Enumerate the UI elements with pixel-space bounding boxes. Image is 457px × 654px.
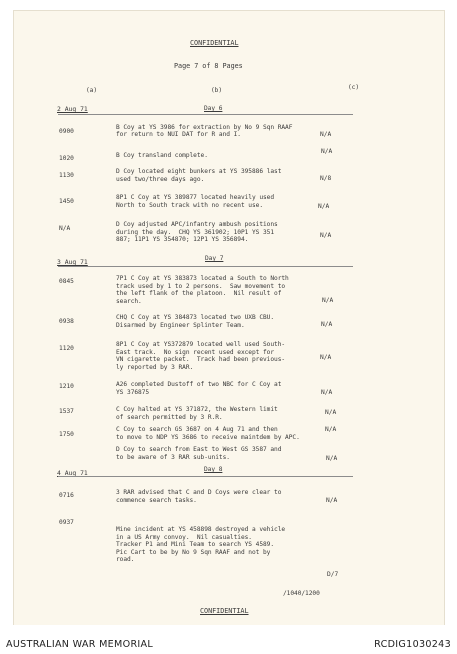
entry-9-line-1: A26 completed Dustoff of two NBC for C Coy at: [116, 381, 282, 388]
entry-1-line-1: B Coy at YS 3986 for extraction by No 9 Sqn RAAF: [116, 124, 293, 131]
entry-6-ref: N/A: [322, 297, 334, 304]
entry-7-line-1: CHQ C Coy at YS 384873 located two UXB CBU.: [116, 314, 275, 321]
entry-3-line-1: D Coy located eight bunkers at YS 395886 last: [116, 168, 282, 175]
entry-4-time: 1450: [59, 198, 74, 205]
entry-4-ref: N/A: [318, 203, 330, 210]
entry-3-ref: N/8: [320, 175, 332, 182]
classification-header: CONFIDENTIAL: [190, 39, 239, 47]
entry-10-ref: N/A: [325, 409, 337, 416]
entry-12-line-1: D Coy to search from East to West GS 3587 and: [116, 446, 282, 453]
entry-2-time: 1020: [59, 155, 74, 162]
classification-footer: CONFIDENTIAL: [200, 607, 249, 615]
entry-10-line-1: C Coy halted at YS 371872, the Western limit: [116, 406, 278, 413]
entry-7-ref: N/A: [321, 321, 333, 328]
entry-14-line-2: in a US Army convoy. Nil casualties.: [116, 534, 252, 541]
entry-2-ref: N/A: [321, 148, 333, 155]
entry-3-time: 1130: [59, 172, 74, 179]
entry-4-line-2: North to South track with no recent use.: [116, 202, 264, 209]
entry-10-line-2: of search permitted by 3 R.R.: [116, 414, 223, 421]
entry-11-time: 1750: [59, 431, 74, 438]
entry-1-time: 0900: [59, 128, 74, 135]
entry-7-line-2: Disarmed by Engineer Splinter Team.: [116, 322, 245, 329]
entry-1-line-2: for return to NUI DAT for R and I.: [116, 131, 241, 138]
entry-13-line-1: 3 RAR advised that C and D Coys were clear to: [116, 489, 282, 496]
day6-date: 2 Aug 71: [57, 105, 88, 113]
entry-6-time: 0845: [59, 278, 74, 285]
entry-8-ref: N/A: [320, 354, 332, 361]
entry-9-time: 1210: [59, 383, 74, 390]
entry-14-ref: D/7: [327, 571, 339, 578]
entry-13-time: 0716: [59, 492, 74, 499]
entry-3-line-2: used two/three days ago.: [116, 176, 205, 183]
entry-9-ref: N/A: [321, 389, 333, 396]
entry-14-line-3: Tracker P1 and Mini Team to search YS 4589.: [116, 541, 275, 548]
entry-2-line-1: B Coy transland complete.: [116, 152, 208, 159]
entry-12-line-2: to be aware of 3 RAR sub-units.: [116, 454, 230, 461]
entry-5-line-3: 887; 11P1 YS 354870; 12P1 YS 356894.: [116, 236, 249, 243]
entry-6-line-4: search.: [116, 298, 142, 305]
day8-date: 4 Aug 71: [57, 469, 88, 477]
column-a-label: (a): [86, 87, 98, 94]
day6-rule: [58, 114, 353, 115]
entry-11-line-2: to move to NDP YS 3686 to receive maintdem by APC.: [116, 434, 300, 441]
day7-date: 3 Aug 71: [57, 258, 88, 266]
entry-8-time: 1120: [59, 345, 74, 352]
entry-8-line-4: ly reported by 3 RAR.: [116, 364, 194, 371]
entry-13-line-2: commence search tasks.: [116, 497, 197, 504]
archive-footer: [0, 625, 457, 654]
entry-8-line-1: 8P1 C Coy at YS372879 located well used South-: [116, 341, 286, 348]
entry-5-time: N/A: [59, 225, 71, 232]
day8-rule: [58, 476, 353, 477]
entry-10-time: 1537: [59, 408, 74, 415]
day7-rule: [58, 266, 353, 267]
entry-1-ref: N/A: [320, 131, 332, 138]
entry-5-line-1: D Coy adjusted APC/infantry ambush positions: [116, 221, 278, 228]
entry-6-line-2: track used by 1 to 2 persons. Saw movement to: [116, 283, 286, 290]
entry-13-ref: N/A: [326, 497, 338, 504]
page-number: Page 7 of 8 Pages: [174, 62, 243, 70]
entry-6-line-1: 7P1 C Coy at YS 383873 located a South to North: [116, 275, 289, 282]
entry-12-ref: N/A: [326, 455, 338, 462]
entry-8-line-2: East track. No sign recent used except for: [116, 349, 275, 356]
entry-11-ref: N/A: [325, 426, 337, 433]
entry-9-line-2: YS 376875: [116, 389, 150, 396]
day6-title: Day 6: [204, 105, 223, 112]
entry-5-ref: N/A: [320, 232, 332, 239]
entry-6-line-3: the left flank of the platoon. Nil result of: [116, 290, 282, 297]
entry-14-time: 0937: [59, 519, 74, 526]
entry-7-time: 0938: [59, 318, 74, 325]
signoff: /1040/1200: [283, 590, 320, 597]
entry-14-line-4: Pic Cart to be by No 9 Sqn RAAF and not by: [116, 549, 271, 556]
entry-5-line-2: during the day. CHQ YS 361902; 10P1 YS 351: [116, 229, 275, 236]
entry-11-line-1: C Coy to search GS 3687 on 4 Aug 71 and then: [116, 426, 278, 433]
entry-14-line-5: road.: [116, 556, 135, 563]
column-c-label: (c): [348, 84, 360, 91]
column-b-label: (b): [211, 87, 223, 94]
archive-name: AUSTRALIAN WAR MEMORIAL: [6, 639, 154, 650]
entry-8-line-3: VN cigarette packet. Track had been previous-: [116, 356, 286, 363]
entry-4-line-1: 8P1 C Coy at YS 389877 located heavily used: [116, 194, 275, 201]
day7-title: Day 7: [205, 255, 224, 262]
archive-reference: RCDIG1030243: [374, 639, 451, 650]
entry-14-line-1: Mine incident at YS 458898 destroyed a vehicle: [116, 526, 286, 533]
day8-title: Day 8: [204, 466, 223, 473]
